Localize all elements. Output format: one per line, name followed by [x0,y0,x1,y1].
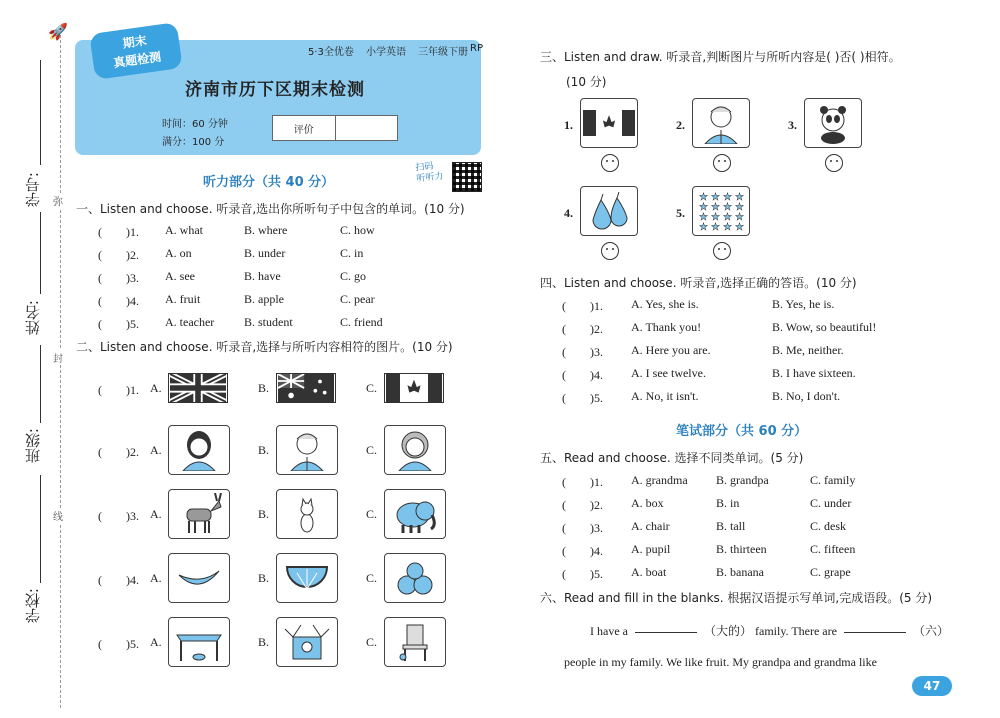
option-b: B. No, I don't. [772,389,841,403]
svg-text:★: ★ [735,222,744,232]
edition-label: RP [470,43,483,54]
answer-bracket[interactable]: ( )3. [562,521,603,535]
desk-picture[interactable] [168,617,230,667]
page-number: 47 [912,676,952,696]
watermelon-picture[interactable] [276,553,338,603]
option-a: A. Yes, she is. [631,297,699,311]
q6-title: 六、Read and fill in the blanks. 根据汉语提示写单词,完成语段。(5 分) [540,591,933,605]
item-number: 2. [676,118,685,132]
option-a: A. box [631,496,664,510]
svg-text:★: ★ [699,222,708,232]
svg-text:★: ★ [711,202,720,213]
svg-text:★: ★ [711,212,720,223]
student-id-line[interactable] [40,60,41,165]
listening-heading: 听力部分（共 40 分） [203,175,335,190]
option-b: B. where [244,223,288,237]
option-c: C. grape [810,565,851,579]
svg-text:★: ★ [699,212,708,223]
option-b: B. Me, neither. [772,343,844,357]
answer-bracket[interactable]: ( )1. [98,383,139,397]
item-number: 1. [564,118,573,132]
banana-picture[interactable] [168,553,230,603]
answer-bracket[interactable]: ( )5. [98,317,139,331]
option-a: A. I see twelve. [631,366,706,380]
option-b-label: B. [258,381,270,395]
box-picture[interactable] [276,617,338,667]
option-b: B. banana [716,565,764,579]
option-c-label: C. [366,443,378,457]
answer-bracket[interactable]: ( )2. [98,445,139,459]
writing-heading: 笔试部分（共 60 分） [676,424,808,439]
class-label: 班级: [24,428,42,464]
option-c: C. family [810,473,856,487]
option-c: C. how [340,223,375,237]
school-label: 学校: [24,588,42,624]
blank-six[interactable] [844,632,906,633]
option-a-label: A. [150,443,162,457]
option-c-label: C. [366,635,378,649]
option-a: A. No, it isn't. [631,389,699,403]
scan-note-1: 扫码 [414,161,434,174]
option-b: B. have [244,269,281,283]
option-b: B. in [716,496,740,510]
option-a-label: A. [150,635,162,649]
qr-code[interactable] [452,162,482,192]
score-label: 满分：100 分 [162,137,225,148]
option-a: A. Here you are. [631,343,711,357]
option-c: C. under [810,496,852,510]
item-number: 3. [788,118,797,132]
option-b: B. tall [716,519,746,533]
australia-flag-picture[interactable] [276,373,336,403]
canada-flag-picture[interactable] [384,373,444,403]
option-b: B. Yes, he is. [772,297,835,311]
seal-mark-1: 弥 [53,193,63,208]
option-c: C. go [340,269,367,283]
answer-bracket[interactable]: ( )5. [562,567,603,581]
answer-bracket[interactable]: ( )5. [98,637,139,651]
apples-picture[interactable] [384,553,446,603]
option-b: B. student [244,315,293,329]
q6-text-a: I have a [590,624,628,638]
svg-text:★: ★ [723,202,732,213]
evaluation-label: 评价 [293,124,314,136]
face-icon[interactable] [713,242,731,260]
answer-bracket[interactable]: ( )3. [98,509,139,523]
option-c: C. friend [340,315,383,329]
answer-bracket[interactable]: ( )4. [98,294,139,308]
option-a: A. teacher [165,315,215,329]
q4-title: 四、Listen and choose. 听录音,选择正确的答语。(10 分) [540,276,857,290]
option-b: B. thirteen [716,542,767,556]
answer-bracket[interactable]: ( )4. [562,368,603,382]
cat-picture[interactable] [276,489,338,539]
fold-line [60,30,61,708]
option-b-label: B. [258,443,270,457]
svg-text:★: ★ [711,222,720,232]
item-number: 4. [564,206,573,220]
panda-picture [804,98,862,148]
name-label: 姓名: [24,300,42,336]
option-a: A. fruit [165,292,201,306]
rocket-icon: 🚀 [48,22,68,41]
answer-bracket[interactable]: ( )1. [98,225,139,239]
option-a: A. Thank you! [631,320,702,334]
option-a-label: A. [150,571,162,585]
option-c: C. in [340,246,364,260]
answer-bracket[interactable]: ( )3. [562,345,603,359]
hint-six: （六） [912,624,949,638]
option-b: B. Wow, so beautiful! [772,320,877,334]
svg-text:★: ★ [699,192,708,203]
canada-flag-picture [580,98,638,148]
uk-flag-picture[interactable] [168,373,228,403]
badge-line-1: 期末 [121,33,148,51]
answer-bracket[interactable]: ( )3. [98,271,139,285]
option-c: C. desk [810,519,846,533]
chair-picture[interactable] [384,617,446,667]
option-a-label: A. [150,381,162,395]
seal-mark-3: 线 [53,508,63,523]
option-a: A. pupil [631,542,671,556]
time-label: 时间：60 分钟 [162,119,228,130]
answer-bracket[interactable]: ( )5. [562,391,603,405]
option-a: A. chair [631,519,670,533]
option-c-label: C. [366,571,378,585]
name-line[interactable] [40,212,41,294]
q6-text-b: family. There are [755,624,837,638]
option-b: B. grandpa [716,473,769,487]
option-a: A. boat [631,565,667,579]
subject-label: 小学英语 [366,47,406,58]
q6-line-2: people in my family. We like fruit. My grandpa and grandma like [564,655,877,669]
option-a-label: A. [150,507,162,521]
face-icon[interactable] [825,154,843,172]
svg-text:★: ★ [711,192,720,203]
answer-bracket[interactable]: ( )1. [562,475,603,489]
answer-bracket[interactable]: ( )1. [562,299,603,313]
face-icon[interactable] [601,154,619,172]
q3-points: (10 分) [566,75,607,89]
svg-text:★: ★ [735,202,744,213]
series-label: 5·3全优卷 [308,47,354,58]
q6-line-1 [590,622,949,639]
pears-picture [580,186,638,236]
woman-picture[interactable] [168,425,230,475]
evaluation-box [272,115,398,141]
page-title: 济南市历下区期末检测 [185,80,365,100]
q3-title: 三、Listen and draw. 听录音,判断图片与所听内容是( )否( )相符。 [540,50,901,64]
svg-text:★: ★ [723,222,732,232]
grandma-picture[interactable] [384,425,446,475]
option-a: A. on [165,246,192,260]
option-b-label: B. [258,571,270,585]
q1-title: 一、Listen and choose. 听录音,选出你所听句子中包含的单词。(10 分) [76,202,465,216]
stars-picture [692,186,750,236]
answer-bracket[interactable]: ( )2. [562,322,603,336]
option-c-label: C. [366,381,378,395]
badge-line-2: 真题检测 [112,49,162,71]
answer-bracket[interactable]: ( )4. [562,544,603,558]
svg-text:★: ★ [699,202,708,213]
item-number: 5. [676,206,685,220]
grade-label: 三年级下册 [418,47,468,58]
answer-bracket[interactable]: ( )2. [98,248,139,262]
blank-big[interactable] [635,632,697,633]
option-b: B. under [244,246,286,260]
seal-mark-2: 封 [53,350,63,365]
svg-text:★: ★ [735,212,744,223]
face-icon[interactable] [601,242,619,260]
answer-bracket[interactable]: ( )4. [98,573,139,587]
option-b-label: B. [258,507,270,521]
elephant-picture[interactable] [384,489,446,539]
man-picture[interactable] [276,425,338,475]
grandpa-picture [692,98,750,148]
option-a: A. what [165,223,203,237]
class-line[interactable] [40,345,41,423]
option-b-label: B. [258,635,270,649]
option-a: A. grandma [631,473,688,487]
answer-bracket[interactable]: ( )2. [562,498,603,512]
svg-text:★: ★ [735,192,744,203]
svg-text:★: ★ [723,212,732,223]
face-icon[interactable] [713,154,731,172]
option-c: C. fifteen [810,542,856,556]
q2-title: 二、Listen and choose. 听录音,选择与所听内容相符的图片。(10 分) [76,340,453,354]
svg-text:★: ★ [723,192,732,203]
q5-title: 五、Read and choose. 选择不同类单词。(5 分) [540,451,804,465]
scan-note [415,161,444,186]
option-a: A. see [165,269,195,283]
school-line[interactable] [40,475,41,583]
evaluation-field[interactable] [335,116,398,140]
student-id-label: 学号: [24,172,42,208]
option-c-label: C. [366,507,378,521]
option-c: C. pear [340,292,375,306]
hint-big: （大的） [703,624,752,638]
option-b: B. apple [244,292,284,306]
donkey-picture[interactable] [168,489,230,539]
option-b: B. I have sixteen. [772,366,856,380]
scan-note-2: 听听力 [416,171,444,185]
